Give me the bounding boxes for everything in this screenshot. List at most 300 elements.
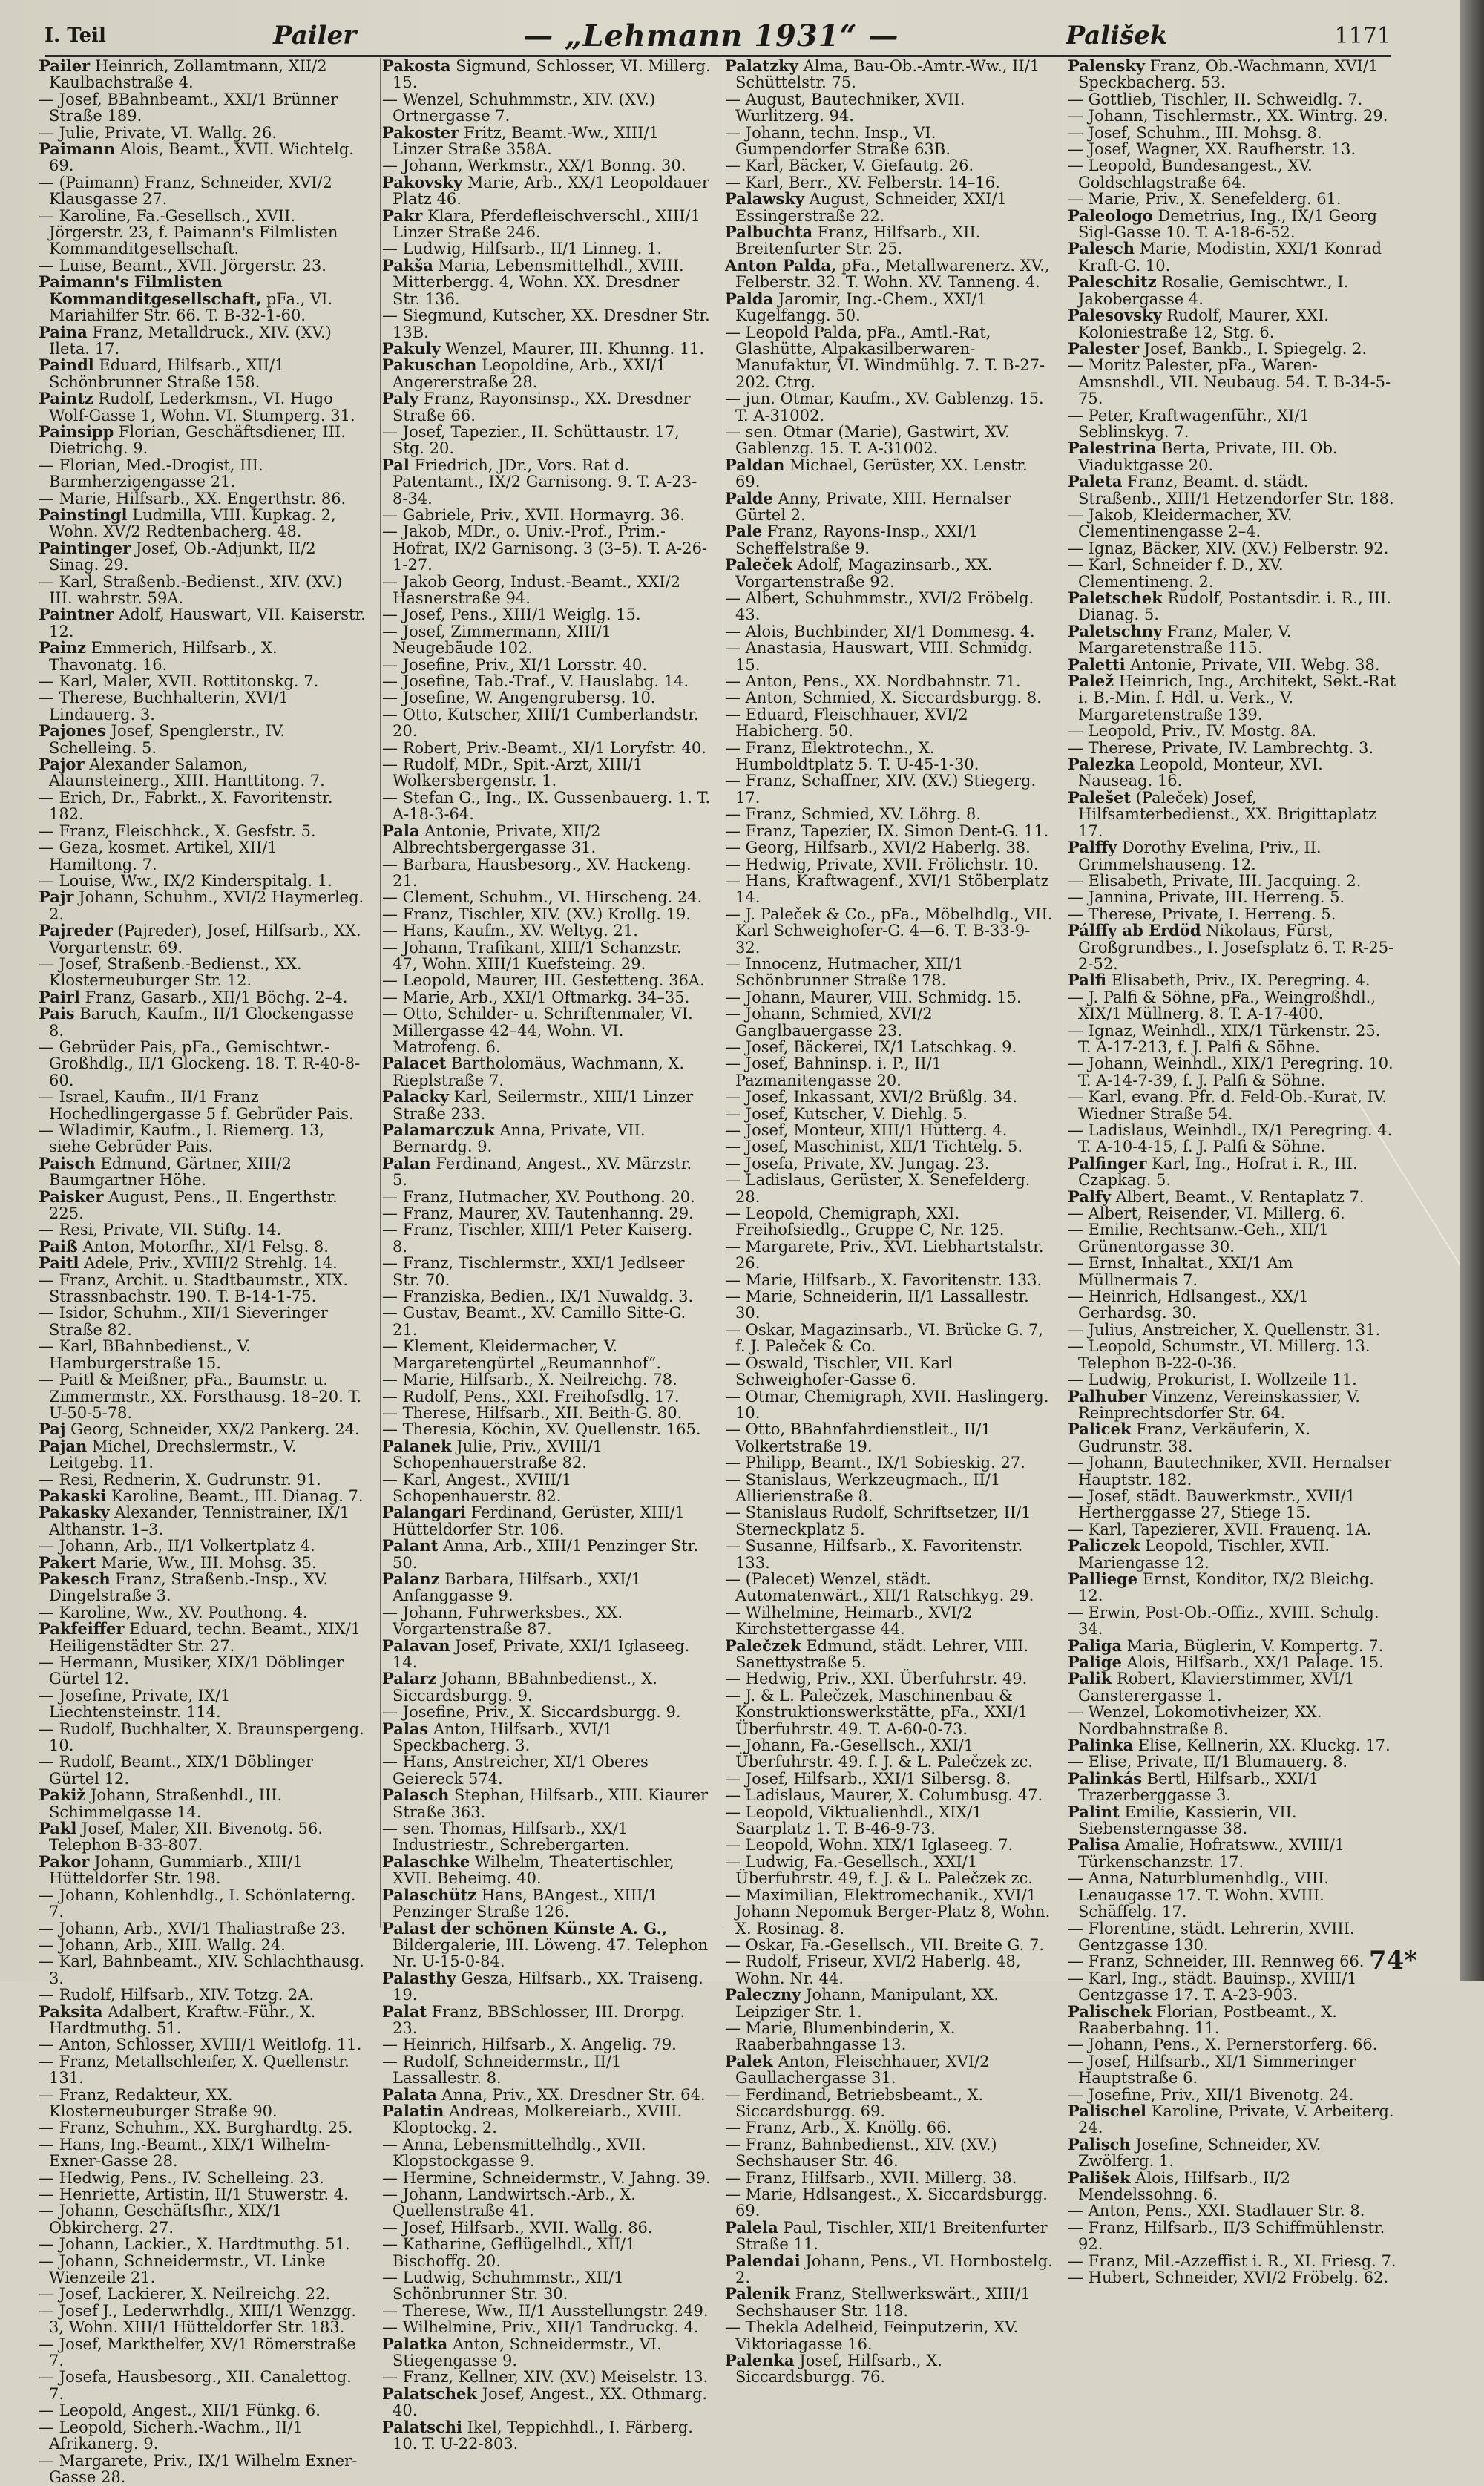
directory-entry	[1066, 1488, 1396, 1521]
entry-details: Berta, Private, III. Ob. Viaduktgasse 20.	[1078, 439, 1338, 474]
entry-details: — Wenzel, Schuhmmstr., XIV. (XV.) Ortnergasse 7.	[382, 90, 656, 125]
entry-details: Franz, Rayonsinsp., XX. Dresdner Straße 66.	[393, 390, 691, 424]
entry-details: — Philipp, Beamt., IX/1 Sobieskig. 27.	[725, 1454, 1025, 1472]
entry-details: Ludmilla, VIII. Kupkag. 2, Wohn. XV/2 Redtenbacherg. 48.	[49, 505, 336, 541]
directory-columns	[37, 56, 1396, 2486]
directory-entry	[37, 1552, 367, 1572]
directory-entry	[723, 590, 1054, 623]
entry-details: — Josef, Bahninsp. i. P., II/1 Pazmanitengasse 20.	[725, 1055, 942, 1089]
entry-details: — Hans, Anstreicher, XI/1 Oberes Geiereck 574.	[382, 1753, 649, 1788]
entry-details: — sen. Otmar (Marie), Gastwirt, XV. Gablenzg. 15. T. A-31002.	[725, 422, 1010, 458]
entry-surname: Pajan	[39, 1436, 88, 1455]
entry-details: — Johann, Fa.-Gesellsch., XXI/1 Überfuhrstr. 49. f. J. & L. Palečzek zc.	[725, 1736, 1034, 1771]
entry-details: — Wilhelmine, Heimarb., XVI/2 Kirchstettergasse 44.	[725, 1603, 973, 1639]
directory-entry	[381, 1638, 711, 1671]
directory-entry	[1066, 1023, 1396, 1056]
directory-entry	[723, 1854, 1054, 1887]
directory-entry	[1066, 1288, 1396, 1322]
entry-details: Bertl, Hilfsarb., XXI/1 Trazerberggasse 3.	[1078, 1769, 1319, 1805]
directory-entry	[381, 390, 711, 424]
directory-entry	[723, 1089, 1054, 1105]
directory-entry	[381, 1918, 711, 1971]
directory-entry	[1066, 2203, 1396, 2219]
directory-entry	[37, 2336, 367, 2369]
entry-surname: Paiß	[39, 1236, 78, 1256]
directory-entry	[381, 623, 711, 657]
entry-surname: Pakfeiffer	[39, 1619, 125, 1639]
entry-surname: Pais	[39, 1004, 75, 1023]
entry-details: — J. Palfi & Söhne, pFa., Weingroßhdl., XIX/1 Müllnerg. 8. T. A-17-400.	[1068, 988, 1376, 1023]
entry-details: Josef, Maler, XII. Bivenotg. 56. Telephon B-33-807.	[49, 1820, 324, 1854]
directory-entry	[723, 689, 1054, 706]
directory-entry	[381, 2170, 711, 2186]
entry-surname: Paleschitz	[1068, 272, 1157, 292]
directory-entry	[381, 240, 711, 257]
directory-entry	[723, 1887, 1054, 1937]
entry-details: Florian, Postbeamt., X. Raaberbahng. 11.	[1078, 2002, 1337, 2037]
entry-surname: Pakiž	[39, 1785, 86, 1805]
directory-entry	[723, 856, 1054, 873]
directory-entry	[37, 640, 367, 673]
directory-entry	[381, 1288, 711, 1305]
entry-details: Alois, Hilfsarb., II/2 Mendelssohng. 6.	[1078, 2168, 1290, 2203]
directory-entry	[1066, 673, 1396, 723]
entry-details: — Josef, Wagner, XX. Raufherstr. 13.	[1068, 140, 1356, 159]
directory-entry	[1066, 1322, 1396, 1338]
directory-entry	[1066, 2253, 1396, 2269]
directory-entry	[723, 1322, 1054, 1355]
entry-surname: Palast der schönen Künste A. G.,	[382, 1918, 668, 1938]
entry-details: — Oskar, Fa.-Gesellsch., VII. Breite G. 7.	[725, 1935, 1045, 1954]
entry-surname: Palatschek	[382, 2384, 477, 2403]
entry-details: — Johann, techn. Insp., VI. Gumpendorfer Straße 63B.	[725, 123, 951, 159]
entry-details: — Georg, Hilfsarb., XVI/2 Haberlg. 38.	[725, 839, 1031, 857]
directory-entry	[723, 1205, 1054, 1239]
entry-details: — Franz, Metallschleifer, X. Quellenstr. 131.	[39, 2052, 349, 2087]
directory-entry	[723, 1388, 1054, 1422]
directory-entry	[381, 689, 711, 706]
directory-entry	[1066, 307, 1396, 341]
entry-details: Antonie, Private, VII. Webg. 38.	[1125, 655, 1380, 674]
directory-entry	[723, 291, 1054, 324]
entry-surname: Palestrina	[1068, 439, 1157, 458]
entry-details: — Marie, Blumenbinderin, X. Raaberbahngasse 13.	[725, 2018, 956, 2054]
entry-surname: Palanek	[382, 1436, 452, 1455]
entry-details: — Leopold, Angest., XII/1 Fünkg. 6.	[39, 2401, 321, 2420]
directory-entry	[37, 1421, 367, 1437]
entry-details: — Geza, kosmet. Artikel, XII/1 Hamiltong. 7.	[39, 839, 278, 873]
entry-details: — Franz, Arb., X. Knöllg. 66.	[725, 2119, 952, 2137]
directory-entry	[1066, 1538, 1396, 1571]
entry-details: Franz, Verkäuferin, X. Gudrunstr. 38.	[1078, 1420, 1311, 1455]
directory-entry	[37, 2053, 367, 2087]
directory-entry	[723, 2053, 1054, 2087]
directory-entry	[1066, 922, 1396, 972]
entry-details: — Otmar, Chemigraph, XVII. Haslingerg. 10.	[725, 1387, 1049, 1422]
entry-details: Eduard, Hilfsarb., XII/1 Schönbrunner Straße 158.	[49, 356, 285, 391]
entry-surname: Pališek	[1068, 2168, 1131, 2187]
directory-entry	[1066, 1122, 1396, 1155]
entry-details: — Hedwig, Private, XVII. Frölichstr. 10.	[725, 855, 1039, 873]
directory-entry	[723, 1953, 1054, 1987]
directory-entry	[381, 706, 711, 740]
directory-entry	[381, 756, 711, 790]
directory-entry	[723, 773, 1054, 806]
entry-surname: Pal	[382, 455, 410, 474]
directory-entry	[1066, 1737, 1396, 1754]
entry-details: Josef, Angest., XX. Othmarg. 40.	[393, 2384, 708, 2420]
entry-details: — Paitl & Meißner, pFa., Baumstr. u. Zimmermstr., XX. Forsthausg. 18–20. T. U-50-5-78.	[39, 1371, 362, 1422]
entry-surname: Palamarczuk	[382, 1121, 495, 1139]
entry-details: — Clement, Schuhm., VI. Hirscheng. 24.	[382, 888, 703, 907]
entry-surname: Palisa	[1068, 1835, 1120, 1854]
entry-surname: Palfi	[1068, 971, 1107, 990]
entry-details: Alma, Bau-Ob.-Amtr.-Ww., II/1 Schüttelstr. 75.	[735, 57, 1040, 92]
directory-entry	[381, 1338, 711, 1371]
entry-details: Anton, Motorfhr., XI/1 Felsg. 8.	[77, 1237, 329, 1256]
entry-surname: Pakovsky	[382, 172, 463, 191]
entry-details: — Ladislaus, Maurer, X. Columbusg. 47.	[725, 1786, 1043, 1805]
entry-details: Alois, Hilfsarb., XX/1 Palage. 15.	[1121, 1653, 1384, 1671]
entry-details: Rudolf, Postantsdir. i. R., III. Dianag. 5.	[1078, 589, 1391, 624]
directory-entry	[1066, 2053, 1396, 2087]
entry-details: — Marie, Hilfsarb., X. Neilreichg. 78.	[382, 1371, 677, 1389]
entry-details: — Franz, Schaffner, XIV. (XV.) Stiegerg. 17.	[725, 772, 1037, 807]
directory-entry	[37, 1621, 367, 1654]
entry-details: — Karoline, Ww., XV. Pouthong. 4.	[39, 1603, 308, 1621]
directory-entry	[1066, 1055, 1396, 1089]
column-2	[380, 56, 711, 2453]
entry-details: — Ernst, Inhaltat., XXI/1 Am Müllnermais 7.	[1068, 1254, 1293, 1289]
entry-surname: Palinkás	[1068, 1768, 1143, 1788]
directory-entry	[723, 255, 1054, 292]
entry-details: — Hedwig, Pens., IV. Schelleing. 23.	[39, 2168, 324, 2187]
directory-entry	[1066, 191, 1396, 207]
entry-details: Emilie, Kassierin, VII. Siebensterngasse 38.	[1078, 1803, 1297, 1838]
entry-details: Anton, Schneidermstr., VI. Stiegengasse 9.	[393, 2335, 662, 2370]
entry-details: — Franz, Maurer, XV. Tautenhanng. 29.	[382, 1204, 694, 1223]
entry-details: — Ludwig, Hilfsarb., II/1 Linneg. 1.	[382, 240, 663, 258]
entry-details: — Johann, Arb., XIII. Wallg. 24.	[39, 1935, 286, 1954]
entry-details: Maria, Lebensmittelhdl., XVIII. Mitterbergg. 4, Wohn. XX. Dresdner Str. 136.	[393, 256, 684, 308]
entry-surname: Pakuschan	[382, 355, 477, 375]
entry-details: Maria, Büglerin, V. Kompertg. 7.	[1122, 1636, 1384, 1655]
entry-details: Marie, Modistin, XXI/1 Konrad Kraft-G. 10.	[1078, 240, 1382, 275]
directory-entry	[37, 756, 367, 790]
entry-surname: Palas	[382, 1719, 429, 1738]
entry-details: — Hermann, Musiker, XIX/1 Döblinger Gürtel 12.	[39, 1653, 344, 1688]
entry-details: — Johann, Landwirtsch.-Arb., X. Quellenstraße 41.	[382, 2185, 636, 2220]
entry-details: — Josef, Kutscher, V. Diehlg. 5.	[725, 1104, 968, 1123]
directory-entry	[381, 122, 711, 159]
directory-entry	[1066, 1670, 1396, 1704]
entry-surname: Palesovsky	[1068, 306, 1162, 325]
directory-entry	[37, 507, 367, 540]
entry-details: — Josef J., Lederwrhdlg., XIII/1 Wenzgg. 3, Wohn. XIII/1 Hütteldorfer Str. 183.	[39, 2301, 357, 2337]
directory-entry	[381, 1388, 711, 1405]
directory-entry	[1066, 91, 1396, 108]
directory-entry	[381, 255, 711, 308]
directory-entry	[1066, 1388, 1396, 1422]
entry-details: — Margarete, Priv., IX/1 Wilhelm Exner-Gasse 28.	[39, 2451, 358, 2486]
entry-surname: Palečzek	[725, 1636, 801, 1655]
entry-details: — Johann, Maurer, VIII. Schmidg. 15.	[725, 988, 1022, 1006]
entry-details: — Josefine, W. Angengrubersg. 10.	[382, 689, 656, 707]
entry-details: Franz, Beamt. d. städt. Straßenb., XIII/1 Hetzendorfer Str. 188.	[1078, 473, 1394, 508]
entry-details: — Josef, Lackierer, X. Neilreichg. 22.	[39, 2285, 331, 2303]
directory-entry	[381, 1155, 711, 1189]
directory-entry	[381, 2103, 711, 2136]
entry-details: — Thekla Adelheid, Feinputzerin, XV. Viktoriagasse 16.	[725, 2318, 1019, 2353]
directory-entry	[1066, 2220, 1396, 2253]
directory-entry	[1066, 58, 1396, 91]
entry-details: Nikolaus, Fürst, Großgrundbes., I. Josefsplatz 6. T. R-25-2-52.	[1078, 922, 1394, 973]
entry-surname: Palanz	[382, 1569, 440, 1588]
entry-details: — Josefine, Private, IX/1 Liechtensteinstr. 114.	[39, 1686, 231, 1722]
entry-details: — Franz, Elektrotechn., X. Humboldtplatz 5. T. U-45-1-30.	[725, 738, 979, 774]
entry-details: — Franz, Mil.-Azzeffist i. R., XI. Friesg. 7.	[1068, 2251, 1396, 2270]
entry-details: — Ignaz, Bäcker, XIV. (XV.) Felberstr. 92.	[1068, 539, 1389, 557]
entry-surname: Pala	[382, 821, 420, 840]
entry-details: — Jakob, MDr., o. Univ.-Prof., Prim.-Hofrat, IX/2 Garnisong. 3 (3–5). T. A-26-1-27.	[382, 522, 708, 574]
entry-details: — Florian, Med.-Drogist, III. Barmherzigengasse 21.	[39, 456, 263, 491]
entry-details: — jun. Otmar, Kaufm., XV. Gablenzg. 15. T. A-31002.	[725, 390, 1044, 424]
entry-details: Anton, Hilfsarb., XVI/1 Speckbacherg. 3.	[393, 1719, 613, 1755]
directory-entry	[37, 1338, 367, 1371]
directory-entry	[381, 1438, 711, 1472]
directory-entry	[1066, 1804, 1396, 1837]
entry-details: — Franz, Archit. u. Stadtbaumstr., XIX. Strassnbachstr. 190. T. B-14-1-75.	[39, 1270, 349, 1306]
directory-entry	[1066, 1371, 1396, 1388]
directory-entry	[37, 491, 367, 507]
directory-entry	[723, 623, 1054, 640]
entry-details: Josefine, Schneider, XV. Zwölferg. 1.	[1078, 2135, 1322, 2171]
entry-details: — Karl, Berr., XV. Felberstr. 14–16.	[725, 173, 1000, 191]
entry-details: — Resi, Rednerin, X. Gudrunstr. 91.	[39, 1470, 321, 1489]
entry-surname: Paleczny	[725, 1985, 801, 2004]
entry-surname: Paliga	[1068, 1636, 1123, 1655]
directory-entry	[381, 1189, 711, 1205]
entry-details: — Peter, Kraftwagenführ., XI/1 Seblinskyg. 7.	[1068, 406, 1310, 441]
entry-details: Karoline, Private, V. Arbeiterg. 24.	[1078, 2102, 1394, 2137]
entry-details: — Josef, Schuhm., III. Mohsg. 8.	[1068, 123, 1322, 142]
directory-entry	[723, 906, 1054, 956]
entry-details: — Franz, Schuhm., XX. Burghardtg. 25.	[39, 2119, 353, 2137]
entry-details: — Therese, Buchhalterin, XVI/1 Lindauerg. 3.	[39, 689, 289, 724]
entry-details: — Therese, Hilfsarb., XII. Beith-G. 80.	[382, 1403, 683, 1422]
directory-entry	[37, 2253, 367, 2286]
directory-entry	[381, 906, 711, 922]
entry-details: — Franz, Hutmacher, XV. Pouthong. 20.	[382, 1187, 695, 1206]
entry-details: Josef, Spenglerstr., IV. Schelleing. 5.	[49, 722, 286, 757]
entry-details: — Johann, Arb., XVI/1 Thaliastraße 23.	[39, 1919, 346, 1938]
directory-entry	[37, 1236, 367, 1256]
entry-details: Edmund, Gärtner, XIII/2 Baumgartner Höhe.	[49, 1154, 292, 1190]
directory-entry	[723, 1837, 1054, 1853]
directory-entry	[37, 258, 367, 274]
entry-details: — Margarete, Priv., XVI. Liebhartstalstr. 26.	[725, 1237, 1044, 1273]
directory-entry	[37, 1787, 367, 1820]
directory-entry	[1066, 507, 1396, 540]
entry-surname: Palarz	[382, 1669, 437, 1688]
entry-surname: Paisker	[39, 1187, 104, 1206]
entry-details: — Leopold, Schumstr., VI. Millerg. 13. Telephon B-22-0-36.	[1068, 1337, 1370, 1372]
directory-entry	[723, 424, 1054, 457]
directory-entry	[381, 972, 711, 988]
directory-entry	[1066, 1155, 1396, 1189]
directory-entry	[1066, 2087, 1396, 2103]
directory-entry	[723, 1787, 1054, 1803]
entry-details: — Johann, Schmied, XVI/2 Ganglbauergasse 23.	[725, 1005, 933, 1040]
directory-entry	[381, 657, 711, 673]
entry-details: — Franz, Schmied, XV. Löhrg. 8.	[725, 805, 982, 824]
directory-entry	[37, 1089, 367, 1122]
directory-entry	[381, 574, 711, 607]
entry-details: Anton, Fleischhauer, XVI/2 Gaullachergasse 31.	[735, 2052, 990, 2087]
entry-details: — Franz, Hilfsarb., XVII. Millerg. 38.	[725, 2168, 1017, 2187]
entry-details: — Gebrüder Pais, pFa., Gemischtwr.-Großhdlg., II/1 Glockeng. 18. T. R-40-8-60.	[39, 1037, 361, 1089]
directory-entry	[1066, 2001, 1396, 2037]
entry-surname: Palint	[1068, 1802, 1120, 1821]
entry-details: — Stanislaus Rudolf, Schriftsetzer, II/1 Sterneckplatz 5.	[725, 1503, 1031, 1538]
directory-entry	[37, 1488, 367, 1504]
entry-details: Johann, Schuhm., XVI/2 Haymerleg. 2.	[49, 888, 364, 923]
entry-details: — Rudolf, Friseur, XVI/2 Haberlg. 48, Wohn. Nr. 44.	[725, 1952, 1021, 1987]
directory-entry	[381, 2303, 711, 2319]
directory-entry	[37, 1272, 367, 1305]
entry-details: Friedrich, JDr., Vors. Rat d. Patentamt., IX/2 Garnisong. 9. T. A-23-8-34.	[393, 456, 697, 508]
entry-details: Wilhelm, Theatertischler, XVII. Beheimg. 40.	[393, 1852, 674, 1888]
entry-details: — Klement, Kleidermacher, V. Margaretengürtel „Reumannhof“.	[382, 1337, 662, 1372]
directory-entry	[37, 141, 367, 174]
entry-details: — Anton, Schmied, X. Siccardsburgg. 8.	[725, 689, 1042, 707]
directory-entry	[37, 606, 367, 640]
entry-details: — Alois, Buchbinder, XI/1 Dommesg. 4.	[725, 622, 1035, 640]
entry-details: Franz, Gasarb., XII/1 Böchg. 2–4.	[79, 988, 348, 1006]
entry-details: Sigmund, Schlosser, VI. Millerg. 15.	[393, 57, 711, 92]
entry-surname: Palasthy	[382, 1968, 456, 1987]
entry-details: Franz, Stellwerkswärt., XIII/1 Sechshauser Str. 118.	[735, 2285, 1031, 2320]
directory-entry	[381, 1122, 711, 1155]
entry-surname: Palik	[1068, 1669, 1112, 1688]
entry-details: — Franz, Tischler, XIII/1 Peter Kaiserg. 8.	[382, 1221, 693, 1256]
entry-surname: Paimann	[39, 140, 116, 159]
entry-details: — Franz, Fleischhck., X. Gesfstr. 5.	[39, 821, 316, 840]
entry-details: Gesza, Hilfsarb., XX. Traiseng. 19.	[393, 1969, 703, 2004]
entry-surname: Paletschek	[1068, 588, 1163, 607]
directory-entry	[381, 2336, 711, 2369]
directory-entry	[1066, 1421, 1396, 1454]
entry-surname: Pakesch	[39, 1569, 111, 1588]
entry-details: — Ignaz, Weinhdl., XIX/1 Türkenstr. 25. T. A-17-213, f. J. Palfi & Söhne.	[1068, 1021, 1381, 1056]
directory-entry	[1066, 1221, 1396, 1255]
entry-details: Jaromir, Ing.-Chem., XXI/1 Kugelfangg. 50.	[735, 289, 987, 325]
directory-entry	[381, 307, 711, 341]
directory-entry	[37, 1438, 367, 1472]
entry-details: — (Paimann) Franz, Schneider, XVI/2 Klausgasse 27.	[39, 173, 332, 209]
directory-entry	[381, 338, 711, 358]
entry-details: Klara, Pferdefleischverschl., XIII/1 Linzer Straße 246.	[393, 206, 700, 242]
directory-entry	[1066, 1870, 1396, 1920]
directory-entry	[37, 790, 367, 823]
directory-entry	[381, 357, 711, 390]
directory-entry	[723, 1138, 1054, 1155]
entry-details: Ernst, Konditor, IX/2 Bleichg. 12.	[1078, 1570, 1374, 1605]
entry-details: — Wladimir, Kaufm., I. Riemerg. 13, siehe Gebrüder Pais.	[39, 1121, 324, 1156]
directory-entry	[37, 989, 367, 1006]
directory-entry	[723, 324, 1054, 391]
directory-entry	[381, 91, 711, 125]
book-title: — „Lehmann 1931“ —	[523, 18, 899, 53]
section-label: I. Teil	[45, 24, 106, 47]
entry-details: Alexander, Tennistrainer, IX/1 Althanstr. 1–3.	[49, 1503, 350, 1538]
directory-entry	[37, 2419, 367, 2453]
entry-details: — Jannina, Private, III. Herreng. 5.	[1068, 888, 1345, 907]
entry-details: Johann, Manipulant, XX. Leipziger Str. 1.	[735, 1986, 999, 2021]
entry-details: — Josef, Maschinist, XII/1 Tichtelg. 5.	[725, 1138, 1022, 1156]
directory-entry	[381, 2369, 711, 2385]
entry-details: Josef, Hilfsarb., X. Siccardsburgg. 76.	[735, 2352, 942, 2387]
entry-surname: Paleček	[725, 555, 792, 574]
entry-details: (Pajreder), Josef, Hilfsarb., XX. Vorgartenstr. 69.	[49, 922, 361, 957]
directory-entry	[723, 1804, 1054, 1837]
directory-entry	[1066, 1454, 1396, 1488]
directory-entry	[381, 606, 711, 623]
directory-entry	[1066, 1571, 1396, 1604]
directory-entry	[723, 2286, 1054, 2319]
entry-details: Alexander Salamon, Alaunsteinerg., XIII. Hanttitong. 7.	[49, 755, 325, 790]
entry-details: — Marie, Arb., XXI/1 Oftmarkg. 34–35.	[382, 988, 690, 1006]
directory-entry	[37, 1039, 367, 1089]
entry-surname: Palesch	[1068, 239, 1135, 258]
entry-surname: Paksita	[39, 2001, 103, 2021]
directory-entry	[37, 1721, 367, 1754]
entry-details: — Anna, Naturblumenhdlg., VIII. Lenaugasse 17. T. Wohn. XVIII. Schäffelg. 17.	[1068, 1869, 1330, 1921]
directory-entry	[37, 1538, 367, 1554]
directory-entry	[1066, 540, 1396, 557]
entry-details: Ferdinand, Gerüster, XIII/1 Hütteldorfer Str. 106.	[393, 1503, 685, 1538]
entry-surname: Paintinger	[39, 538, 131, 557]
directory-entry	[381, 2001, 711, 2037]
entry-details: — Johann, Bautechniker, XVII. Hernalser Hauptstr. 182.	[1068, 1454, 1392, 1489]
entry-details: — Marie, Priv., X. Senefelderg. 61.	[1068, 190, 1342, 209]
entry-surname: Palaschke	[382, 1852, 470, 1871]
directory-entry	[37, 1155, 367, 1189]
directory-entry	[723, 873, 1054, 906]
directory-entry	[381, 2136, 711, 2170]
directory-entry	[723, 1454, 1054, 1471]
entry-details: Julie, Priv., XVIII/1 Schopenhauerstraße 82.	[393, 1437, 603, 1472]
directory-entry	[1066, 1704, 1396, 1737]
entry-surname: Palffy	[1068, 838, 1117, 857]
entry-details: — Hubert, Schneider, XVI/2 Fröbelg. 62.	[1068, 2269, 1389, 2287]
entry-details: — J. & L. Palečzek, Maschinenbau & Konstruktionswerkstätte, pFa., XXI/1 Überfuhrstr. 49. T. A-60-0-73.	[725, 1686, 1028, 1738]
directory-entry	[723, 125, 1054, 158]
directory-entry	[381, 1670, 711, 1704]
entry-details: — Otto, Kutscher, XIII/1 Cumberlandstr. 20.	[382, 705, 699, 741]
directory-entry	[37, 1688, 367, 1721]
entry-surname: Pakuly	[382, 338, 441, 358]
entry-details: — Franziska, Bedien., IX/1 Nuwaldg. 3.	[382, 1288, 694, 1306]
entry-details: Johann, Gummiarb., XIII/1 Hütteldorfer Str. 198.	[49, 1852, 303, 1888]
entry-details: Stephan, Hilfsarb., XIII. Kiaurer Straße 363.	[393, 1786, 709, 1821]
entry-details: — Josef, Bäckerei, IX/1 Latschkag. 9.	[725, 1037, 1017, 1056]
directory-entry	[1066, 1604, 1396, 1638]
directory-entry	[37, 540, 367, 574]
directory-entry	[723, 457, 1054, 491]
entry-details: — Franz, Redakteur, XX. Klosterneuburger Straße 90.	[39, 2085, 278, 2120]
directory-entry	[381, 922, 711, 939]
